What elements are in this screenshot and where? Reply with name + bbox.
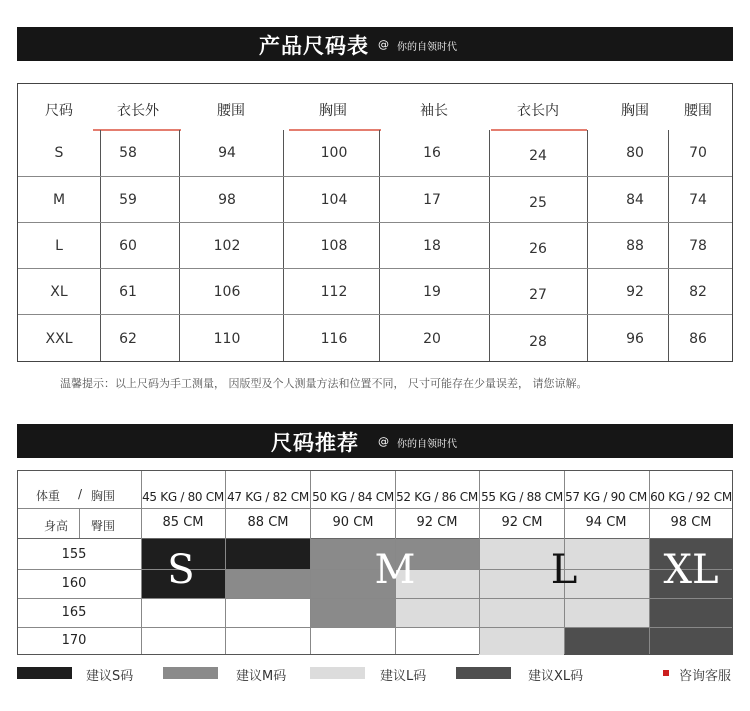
header-size: 尺码 (45, 103, 73, 119)
header-inner-length: 衣长内 (517, 103, 559, 119)
table-cell: 78 (689, 238, 707, 254)
weight-chest-value: 52 KG / 86 CM (396, 490, 478, 504)
row-divider (18, 176, 732, 177)
weight-chest-value: 55 KG / 88 CM (481, 490, 563, 504)
legend-swatch-m (163, 667, 218, 679)
table-cell: 92 (626, 284, 644, 300)
table-cell: 88 (626, 238, 644, 254)
table-cell: 59 (119, 192, 137, 208)
height-value: 155 (61, 547, 87, 562)
size-letter-m: M (374, 547, 416, 593)
row-divider (18, 268, 732, 269)
table-cell: 106 (213, 284, 241, 300)
hip-value: 85 CM (162, 515, 204, 530)
row-divider (18, 598, 732, 599)
hip-value: 92 CM (416, 515, 458, 530)
table-cell: 84 (626, 192, 644, 208)
at-symbol: @ (378, 435, 389, 448)
recommend-title: 尺码推荐 (271, 430, 359, 455)
size-cell: XL (50, 284, 68, 300)
size-recommend-table (17, 470, 733, 655)
column-divider (479, 471, 480, 654)
header-underline (289, 129, 381, 131)
table-cell: 110 (213, 331, 241, 347)
size-block-l (395, 569, 649, 598)
column-divider (79, 508, 80, 538)
brand-tagline: 你的自领时代 (397, 42, 457, 53)
row-divider (18, 627, 732, 628)
table-cell: 28 (529, 334, 547, 350)
header-inner-chest: 胸围 (621, 103, 649, 119)
table-cell: 16 (423, 145, 441, 161)
table-cell: 27 (529, 287, 547, 303)
header-chest: 胸围 (319, 103, 347, 119)
column-divider (310, 471, 311, 654)
size-block-l (479, 627, 564, 655)
legend-swatch-xl (456, 667, 511, 679)
size-chart-table (17, 83, 733, 362)
label-chest: 胸围 (90, 489, 116, 503)
header-outer-length: 衣长外 (117, 103, 159, 119)
table-cell: 74 (689, 192, 707, 208)
table-cell: 24 (529, 148, 547, 164)
weight-chest-value: 47 KG / 82 CM (227, 490, 309, 504)
table-cell: 20 (423, 331, 441, 347)
label-weight: 体重 (35, 489, 61, 503)
row-divider (18, 508, 732, 509)
row-divider (18, 538, 732, 539)
recommend-banner (17, 424, 733, 458)
height-value: 160 (61, 576, 87, 591)
column-divider (225, 471, 226, 654)
table-cell: 86 (689, 331, 707, 347)
table-cell: 17 (423, 192, 441, 208)
table-cell: 82 (689, 284, 707, 300)
table-cell: 96 (626, 331, 644, 347)
size-letter-s: S (167, 547, 195, 593)
hip-value: 94 CM (585, 515, 627, 530)
weight-chest-value: 60 KG / 92 CM (650, 490, 732, 504)
table-cell: 108 (320, 238, 348, 254)
label-slash: / (77, 487, 83, 501)
table-cell: 60 (119, 238, 137, 254)
height-value: 170 (61, 633, 87, 648)
legend-swatch-s (17, 667, 72, 679)
size-block-xl (649, 598, 733, 627)
header-inner-waist: 腰围 (684, 103, 712, 119)
column-divider (489, 130, 490, 361)
height-value: 165 (61, 605, 87, 620)
table-cell: 100 (320, 145, 348, 161)
size-block-l (395, 598, 649, 627)
column-divider (179, 130, 180, 361)
column-divider (668, 130, 669, 361)
hip-value: 98 CM (670, 515, 712, 530)
table-cell: 98 (218, 192, 236, 208)
legend-label-xl: 建议XL码 (528, 669, 584, 684)
column-divider (100, 130, 101, 361)
weight-chest-value: 45 KG / 80 CM (142, 490, 224, 504)
table-cell: 80 (626, 145, 644, 161)
hip-value: 90 CM (332, 515, 374, 530)
size-block-m (310, 598, 395, 627)
size-cell: L (55, 238, 63, 254)
table-cell: 25 (529, 195, 547, 211)
table-cell: 19 (423, 284, 441, 300)
table-cell: 112 (320, 284, 348, 300)
header-waist: 腰围 (217, 103, 245, 119)
row-divider (18, 314, 732, 315)
header-sleeve: 袖长 (420, 103, 448, 119)
table-cell: 104 (320, 192, 348, 208)
table-cell: 116 (320, 331, 348, 347)
legend-label-s: 建议S码 (86, 669, 134, 684)
size-cell: M (52, 192, 66, 208)
table-cell: 58 (119, 145, 137, 161)
table-cell: 102 (213, 238, 241, 254)
size-chart-banner (17, 27, 733, 61)
at-symbol: @ (378, 38, 389, 51)
table-cell: 61 (119, 284, 137, 300)
header-underline (491, 129, 587, 131)
size-letter-l: L (550, 547, 578, 593)
hip-value: 88 CM (247, 515, 289, 530)
size-cell: XXL (45, 331, 73, 347)
measurement-note: 温馨提示：以上尺码为手工测量， 因版型及个人测量方法和位置不同， 尺寸可能存在少量误差， 请您谅解。 (60, 377, 588, 390)
label-hip: 臀围 (90, 519, 116, 533)
legend-label-l: 建议L码 (380, 669, 427, 684)
legend-label-m: 建议M码 (236, 669, 287, 684)
contact-service-link[interactable]: 咨询客服 (679, 669, 732, 684)
column-divider (587, 130, 588, 361)
weight-chest-value: 50 KG / 84 CM (312, 490, 394, 504)
label-height: 身高 (43, 519, 69, 533)
column-divider (379, 130, 380, 361)
table-cell: 70 (689, 145, 707, 161)
size-letter-xl: XL (663, 547, 719, 593)
header-underline (93, 129, 181, 131)
table-cell: 18 (423, 238, 441, 254)
hip-value: 92 CM (501, 515, 543, 530)
table-cell: 94 (218, 145, 236, 161)
table-cell: 62 (119, 331, 137, 347)
column-divider (283, 130, 284, 361)
service-dot-icon (663, 670, 669, 676)
weight-chest-value: 57 KG / 90 CM (565, 490, 647, 504)
size-cell: S (54, 145, 64, 161)
row-divider (18, 222, 732, 223)
legend-swatch-l (310, 667, 365, 679)
size-chart-title: 产品尺码表 (259, 33, 369, 58)
table-cell: 26 (529, 241, 547, 257)
brand-tagline: 你的自领时代 (397, 439, 457, 450)
